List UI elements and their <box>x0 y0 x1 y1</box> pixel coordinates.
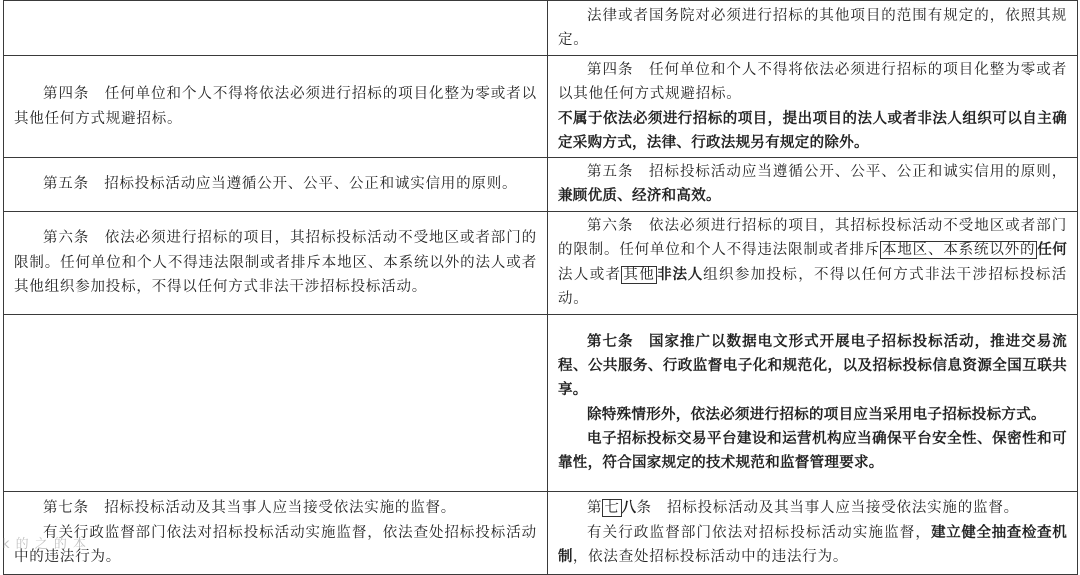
article-paragraph <box>558 160 1067 209</box>
deleted-text-box: 本地区、本系统以外的 <box>882 242 1036 259</box>
article-paragraph <box>14 172 537 196</box>
article-paragraph <box>558 403 1067 427</box>
table-row <box>4 158 1078 212</box>
table-row <box>4 1 1078 56</box>
revised-text-cell <box>548 211 1078 314</box>
original-text-cell <box>4 314 548 491</box>
text-run: 第六条 依法必须进行招标的项目，其招标投标活动不受地区或者部门的限制。任何单位和个人不得违法限制或者排斥 <box>558 218 1067 259</box>
article-paragraph <box>14 521 537 570</box>
revised-text-cell <box>548 56 1078 158</box>
table-row <box>4 314 1078 491</box>
added-text: 兼顾优质、经济和高效。 <box>558 188 721 205</box>
text-run: 条 招标投标活动及其当事人应当接受依法实施的监督。 <box>636 500 1019 517</box>
table-row <box>4 211 1078 314</box>
article-paragraph <box>14 226 537 299</box>
original-text-cell <box>4 211 548 314</box>
deleted-text-box: 七 <box>604 500 620 517</box>
original-text-cell <box>4 56 548 158</box>
article-paragraph <box>558 427 1067 476</box>
text-run: 组织参加投标，不得以任何方式非法干涉招标投标活动。 <box>558 266 1068 308</box>
original-text-cell <box>4 1 548 56</box>
text-run: 有关行政监督部门依法对招标投标活动实施监督， <box>587 524 932 541</box>
law-comparison-table <box>3 0 1078 575</box>
added-text: 除特殊情形外，依法必须进行招标的项目应当采用电子招标投标方式。 <box>587 406 1046 423</box>
deleted-text-box: 其他 <box>623 266 656 283</box>
added-text: 第七条 国家推广以数据电文形式开展电子招标投标活动，推进交易流程、公共服务、行政监督电子化和规范化，以及招标投标信息资源全国互联共享。 <box>558 333 1067 399</box>
added-text: 八 <box>621 500 637 517</box>
text-run: 第 <box>587 500 603 517</box>
article-paragraph <box>14 82 537 131</box>
added-text: 建立健全抽查检查机制 <box>558 524 1067 565</box>
article-paragraph <box>558 107 1067 156</box>
article-paragraph <box>558 496 1067 520</box>
added-text: 非法人 <box>657 266 704 283</box>
text-run: ，依法查处招标投标活动中的违法行为。 <box>572 548 849 565</box>
article-paragraph <box>558 58 1067 107</box>
text-run: 有关行政监督部门依法对招标投标活动实施监督，依法查处招标投标活动中的违法行为。 <box>14 524 537 565</box>
table-row <box>4 56 1078 158</box>
watermark: k 的 之 的 本 <box>2 537 88 552</box>
revised-text-cell <box>548 1 1078 56</box>
article-paragraph <box>558 521 1067 570</box>
text-run: 第四条 任何单位和个人不得将依法必须进行招标的项目化整为零或者以其他任何方式规避招标。 <box>558 62 1067 103</box>
text-run: 第五条 招标投标活动应当遵循公开、公平、公正和诚实信用的原则， <box>587 164 1067 181</box>
added-text: 任何 <box>1037 242 1067 259</box>
text-run: 法人或者 <box>558 266 622 283</box>
text-run: 第四条 任何单位和个人不得将依法必须进行招标的项目化整为零或者以其他任何方式规避招标。 <box>14 86 537 127</box>
added-text: 不属于依法必须进行招标的项目，提出项目的法人或者非法人组织可以自主确定采购方式，法律、行政法规另有规定的除外。 <box>558 110 1067 151</box>
article-paragraph <box>558 330 1067 403</box>
text-run: 第七条 招标投标活动及其当事人应当接受依法实施的监督。 <box>43 500 457 517</box>
revised-text-cell <box>548 314 1078 491</box>
table-row <box>4 491 1078 574</box>
article-paragraph <box>558 4 1067 53</box>
article-paragraph <box>558 214 1067 311</box>
revised-text-cell <box>548 158 1078 212</box>
text-run: 第五条 招标投标活动应当遵循公开、公平、公正和诚实信用的原则。 <box>43 176 518 193</box>
added-text: 电子招标投标交易平台建设和运营机构应当确保平台安全性、保密性和可靠性，符合国家规定的技术规范和监督管理要求。 <box>558 431 1067 472</box>
original-text-cell <box>4 158 548 212</box>
revised-text-cell <box>548 491 1078 574</box>
article-paragraph <box>14 496 537 520</box>
text-run: 法律或者国务院对必须进行招标的其他项目的范围有规定的，依照其规定。 <box>558 7 1067 48</box>
text-run: 第六条 依法必须进行招标的项目，其招标投标活动不受地区或者部门的限制。任何单位和个人不得违法限制或者排斥本地区、本系统以外的法人或者其他组织参加投标，不得以任何方式非法干涉招标投标活动。 <box>14 230 537 295</box>
